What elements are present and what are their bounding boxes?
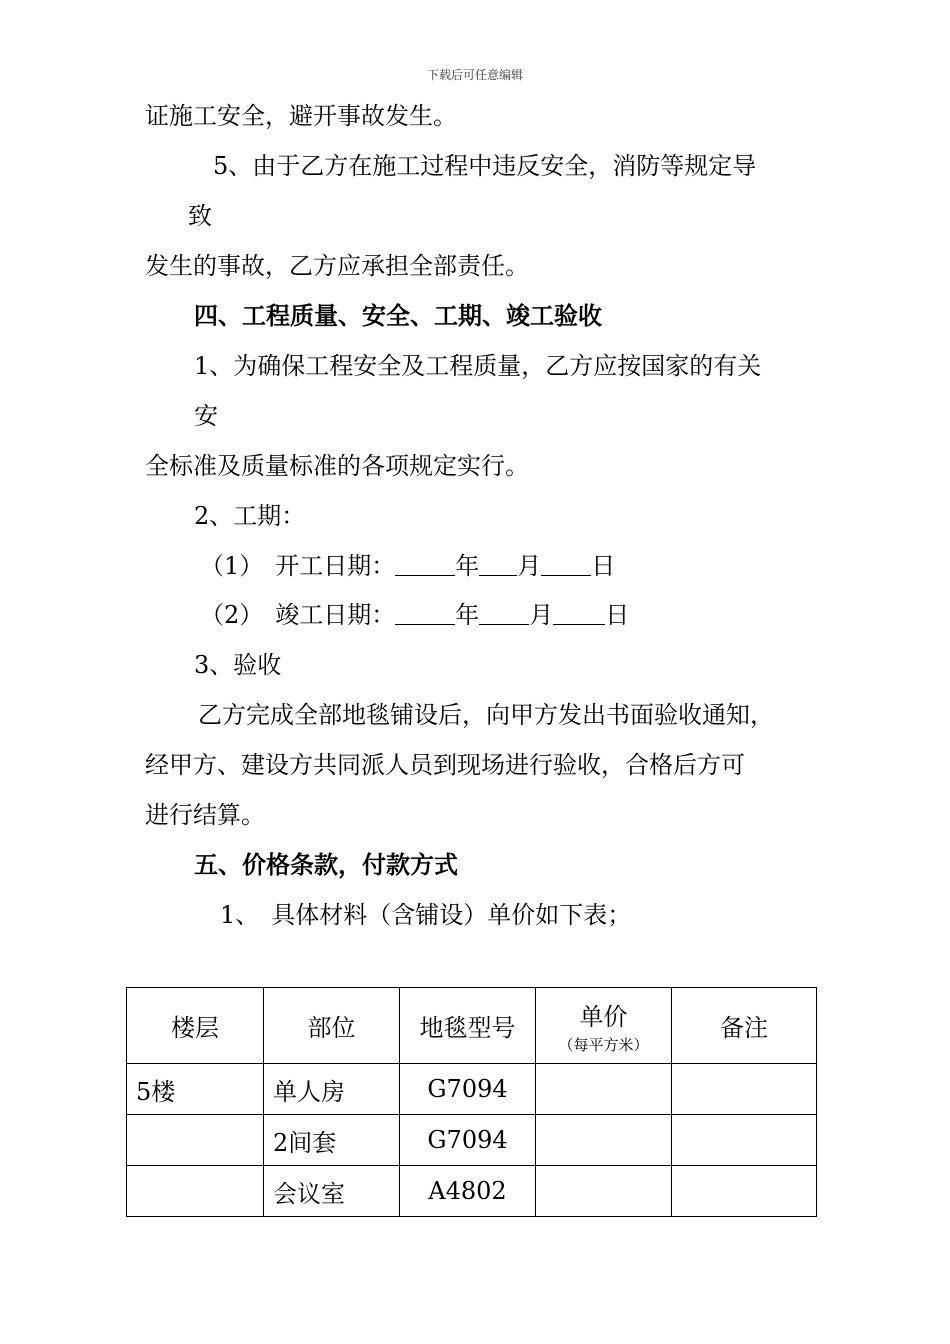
paragraph-line: 安 bbox=[194, 402, 218, 430]
month-label: 月 bbox=[517, 552, 542, 580]
cell-floor bbox=[127, 1166, 264, 1217]
paragraph-line: 进行结算。 bbox=[145, 801, 265, 829]
end-month-blank[interactable] bbox=[479, 600, 529, 625]
section-heading-5: 五、价格条款，付款方式 bbox=[194, 850, 458, 879]
table-row bbox=[127, 1166, 817, 1217]
table-row bbox=[127, 1064, 817, 1115]
cell-price[interactable] bbox=[536, 1166, 672, 1217]
end-day-blank[interactable] bbox=[553, 600, 605, 625]
cell-price[interactable] bbox=[536, 1064, 672, 1115]
cell-note[interactable] bbox=[672, 1166, 817, 1217]
cell-price[interactable] bbox=[536, 1115, 672, 1166]
page-header-note: 下载后可任意编辑 bbox=[426, 68, 523, 82]
paragraph-line: 致 bbox=[188, 202, 212, 230]
start-day-blank[interactable] bbox=[541, 551, 591, 576]
table-row bbox=[127, 1115, 817, 1166]
paragraph-line: 证施工安全，避开事故发生。 bbox=[145, 102, 457, 130]
start-year-blank[interactable] bbox=[395, 551, 455, 576]
cell-model: G7094 bbox=[400, 1064, 536, 1115]
paragraph-line: 3、验收 bbox=[194, 651, 282, 679]
header-price-unit: （每平方米） bbox=[558, 1036, 649, 1054]
cell-note[interactable] bbox=[672, 1064, 817, 1115]
end-date-label: （2） 竣工日期： bbox=[200, 601, 396, 629]
start-date-line bbox=[200, 551, 615, 581]
paragraph-line: 全标准及质量标准的各项规定实行。 bbox=[145, 452, 529, 480]
paragraph-line: 5、由于乙方在施工过程中违反安全，消防等规定导 bbox=[213, 152, 757, 180]
start-date-label: （1） 开工日期： bbox=[200, 552, 396, 580]
cell-model: A4802 bbox=[400, 1166, 536, 1217]
header-note: 备注 bbox=[672, 988, 817, 1064]
section-heading-4: 四、工程质量、安全、工期、竣工验收 bbox=[194, 301, 602, 330]
paragraph-line: 发生的事故，乙方应承担全部责任。 bbox=[145, 252, 529, 280]
paragraph-line: 经甲方、建设方共同派人员到现场进行验收，合格后方可 bbox=[145, 751, 745, 779]
header-price bbox=[536, 988, 672, 1064]
header-price-label: 单价 bbox=[579, 1003, 628, 1031]
year-label: 年 bbox=[455, 601, 480, 629]
cell-floor: 5楼 bbox=[127, 1064, 264, 1115]
end-year-blank[interactable] bbox=[395, 600, 455, 625]
cell-model: G7094 bbox=[400, 1115, 536, 1166]
paragraph-line: 2、工期： bbox=[194, 502, 306, 530]
cell-part: 会议室 bbox=[264, 1166, 400, 1217]
day-label: 日 bbox=[605, 601, 630, 629]
day-label: 日 bbox=[591, 552, 616, 580]
header-model: 地毯型号 bbox=[400, 988, 536, 1064]
paragraph-line: 1、 具体材料（含铺设）单价如下表； bbox=[220, 901, 632, 929]
price-table bbox=[126, 987, 817, 1217]
cell-note[interactable] bbox=[672, 1115, 817, 1166]
table-header-row bbox=[127, 988, 817, 1064]
cell-part: 单人房 bbox=[264, 1064, 400, 1115]
paragraph-line: 乙方完成全部地毯铺设后，向甲方发出书面验收通知， bbox=[198, 701, 774, 729]
start-month-blank[interactable] bbox=[479, 551, 517, 576]
header-part: 部位 bbox=[264, 988, 400, 1064]
paragraph-line: 1、为确保工程安全及工程质量，乙方应按国家的有关 bbox=[194, 352, 762, 380]
month-label: 月 bbox=[529, 601, 554, 629]
cell-part: 2间套 bbox=[264, 1115, 400, 1166]
cell-floor bbox=[127, 1115, 264, 1166]
header-floor: 楼层 bbox=[127, 988, 264, 1064]
end-date-line bbox=[200, 600, 629, 630]
year-label: 年 bbox=[455, 552, 480, 580]
